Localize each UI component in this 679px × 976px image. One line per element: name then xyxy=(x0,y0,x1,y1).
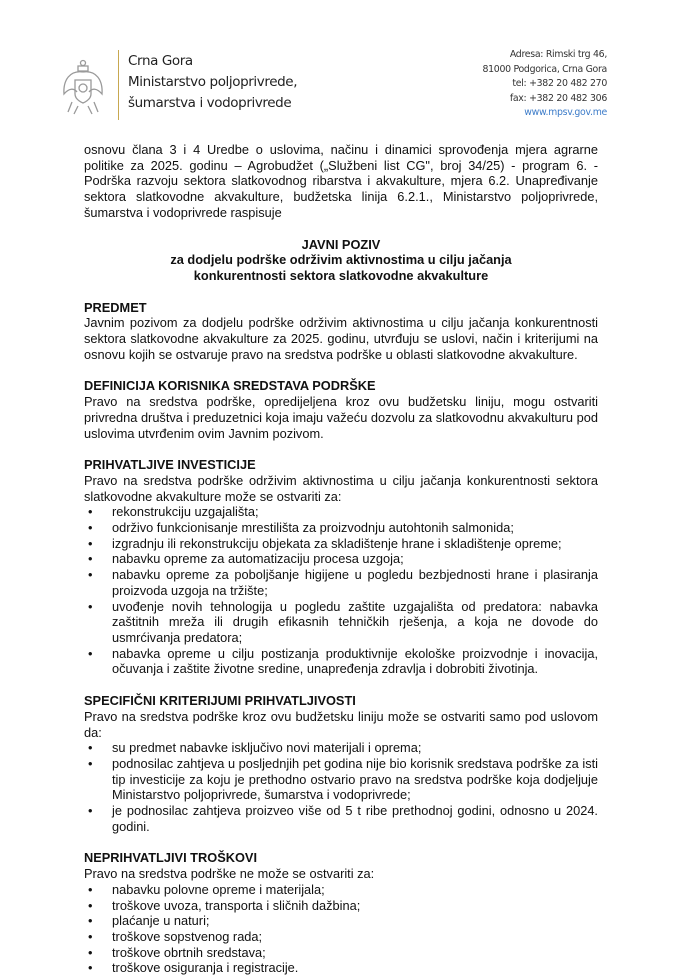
coat-of-arms-icon xyxy=(60,58,106,116)
fax: fax: +382 20 482 306 xyxy=(509,92,607,104)
bullet-list xyxy=(84,504,598,677)
list-item: • troškove uvoza, transporta i sličnih dažbina; xyxy=(112,898,598,914)
section-text: Pravo na sredstva podrške kroz ovu budžetsku liniju može se ostvariti samo pod uslovom da: xyxy=(84,708,598,740)
section-text: Pravo na sredstva podrške, opredijeljena kroz ovu budžetsku liniju, mogu ostvariti privredna društva i preduzetnici koja imaju važeću dozvolu za slatkovodnu akvakulturu pod uslovima utvrđenim ovim Javnim pozivom. xyxy=(84,394,598,441)
document-body xyxy=(84,142,598,976)
list-item: • nabavku polovne opreme i materijala; xyxy=(112,882,598,898)
contact-block xyxy=(482,48,607,121)
list-item: • nabavka opreme u cilju postizanja produktivnije ekološke proizvodnje i inovacija, očuvanja i zaštite životne sredine, unapređenja zdravlja i dobrobiti životinja. xyxy=(112,646,598,677)
list-item: • uvođenje novih tehnologija u pogledu zaštite uzgajališta od predatora: nabavka zaštitnih mreža ili drugih efikasnih tehničkih rješenja, a koja ne dovode do usmrćivanja predatora; xyxy=(112,599,598,646)
document-title xyxy=(84,237,598,284)
org-line: Ministarstvo poljoprivrede, xyxy=(128,74,298,90)
list-item: • troškove osiguranja i registracije. xyxy=(112,960,598,976)
list-item: • nabavku opreme za automatizaciju procesa uzgoja; xyxy=(112,551,598,567)
title-line: JAVNI POZIV xyxy=(301,236,381,252)
org-line: šumarstva i vodoprivrede xyxy=(128,95,292,111)
address-line: Adresa: Rimski trg 46, xyxy=(509,49,607,60)
phone: tel: +382 20 482 270 xyxy=(512,78,607,90)
list-item: • održivo funkcionisanje mrestilišta za proizvodnju autohtonih salmonida; xyxy=(112,520,598,536)
website-link[interactable]: www.mpsv.gov.me xyxy=(524,107,607,119)
list-item: • su predmet nabavke isključivo novi materijali i oprema; xyxy=(112,740,598,756)
section xyxy=(84,693,598,834)
section xyxy=(84,850,598,976)
section xyxy=(84,457,598,677)
section-text: Pravo na sredstva podrške ne može se ostvariti za: xyxy=(84,866,375,882)
section-heading: NEPRIHVATLJIVI TROŠKOVI xyxy=(84,850,258,866)
section-text: Javnim pozivom za dodjelu podrške održivim aktivnostima u cilju jačanja konkurentnosti sektora slatkovodne akvakulture za 2025. godinu, utvrđuju se uslovi, način i kriterijumi na osnovu kojih se ostvaruje pravo na sredstva podrške u oblasti slatkovodne akvakulture. xyxy=(84,315,598,362)
org-line: Crna Gora xyxy=(128,53,193,69)
list-item: • troškove sopstvenog rada; xyxy=(112,929,598,945)
bullet-list xyxy=(84,882,598,976)
list-item: • troškove obrtnih sredstava; xyxy=(112,945,598,961)
section-heading: SPECIFIČNI KRITERIJUMI PRIHVATLJIVOSTI xyxy=(84,693,356,709)
section xyxy=(84,378,598,441)
address-line: 81000 Podgorica, Crna Gora xyxy=(482,63,607,75)
list-item: • rekonstrukciju uzgajališta; xyxy=(112,504,598,520)
section-heading: DEFINICIJA KORISNIKA SREDSTAVA PODRŠKE xyxy=(84,378,376,394)
section xyxy=(84,300,598,363)
list-item: • izgradnju ili rekonstrukciju objekata za skladištenje hrane i skladištenje opreme; xyxy=(112,536,598,552)
section-text: Pravo na sredstva podrške održivim aktivnostima u cilju jačanja konkurentnosti sektora slatkovodne akvakulture može se ostvariti za: xyxy=(84,472,598,504)
list-item: • podnosilac zahtjeva u posljednjih pet godina nije bio korisnik sredstava podrške za isti tip investicije za koju je prethodno ostvario pravo na sredstva podrške koja dodjeljuje Ministarstvo poljoprivrede, šumarstva i vodoprivrede; xyxy=(112,756,598,803)
section-heading: PREDMET xyxy=(84,299,147,315)
title-subtitle: za dodjelu podrške održivim aktivnostima u cilju jačanja konkurentnosti sektora slatkovodne akvakulture xyxy=(170,252,512,283)
bullet-list xyxy=(84,740,598,834)
list-item: • je podnosilac zahtjeva proizveo više od 5 t ribe prethodnoj godini, odnosno u 2024. godini. xyxy=(112,803,598,834)
section-heading: PRIHVATLJIVE INVESTICIJE xyxy=(84,457,256,473)
list-item: • plaćanje u naturi; xyxy=(112,913,598,929)
intro-paragraph: osnovu člana 3 i 4 Uredbe o uslovima, načinu i dinamici sprovođenja mjera agrarne politike za 2025. godinu – Agrobudžet („Službeni list CG", broj 34/25) - program 6. - Podrška razvoju sektora slatkovodnog ribarstva i akvakulture, mjera 6.2. Unapređivanje sektora slatkovodne akvakulture, budžetska linija 6.2.1., Ministarstvo poljoprivrede, šumarstva i vodoprivrede raspisuje xyxy=(84,142,598,220)
organization-name xyxy=(128,51,297,114)
header-divider xyxy=(118,50,119,120)
list-item: • nabavku opreme za poboljšanje higijene u pogledu bezbjednosti hrane i plasiranja proizvoda uzgoja na tržište; xyxy=(112,567,598,598)
